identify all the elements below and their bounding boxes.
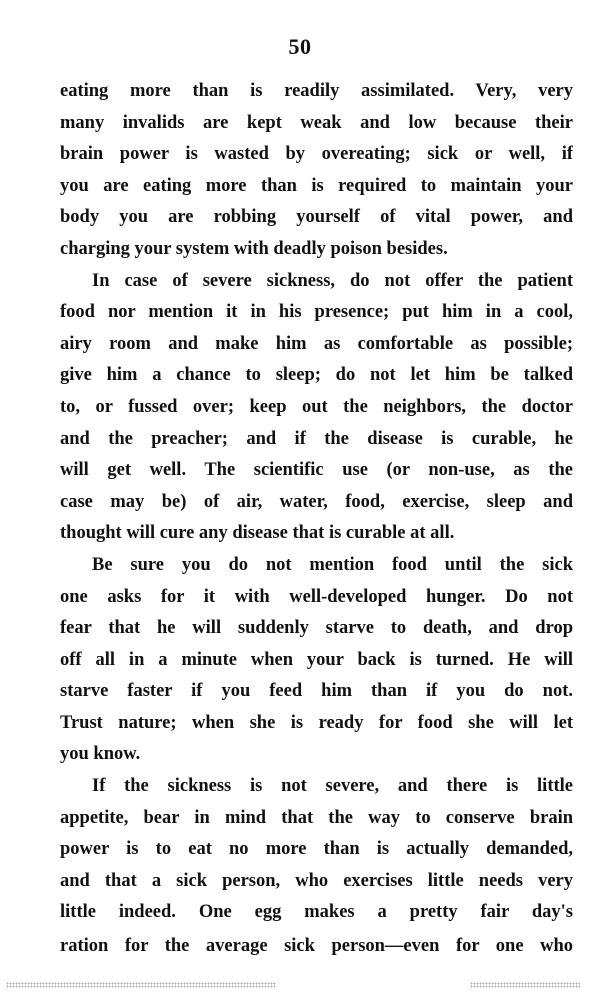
text-line: fear that he will suddenly starve to death, and drop bbox=[60, 618, 573, 639]
text-line: starve faster if you feed him than if you do not. bbox=[60, 681, 573, 702]
body-text bbox=[60, 76, 573, 955]
text-line: ration for the average sick person—even for one who bbox=[60, 936, 573, 956]
text-line: body you are robbing yourself of vital power, and bbox=[60, 207, 573, 228]
text-line: In case of severe sickness, do not offer the patient bbox=[92, 270, 573, 291]
text-line: case may be) of air, water, food, exercise, sleep and bbox=[60, 491, 573, 512]
text-line: food nor mention it in his presence; put him in a cool, bbox=[60, 302, 573, 323]
text-line: little indeed. One egg makes a pretty fair day's bbox=[60, 902, 573, 923]
text-line: power is to eat no more than is actually demanded, bbox=[60, 839, 573, 860]
page-number: 50 bbox=[288, 34, 312, 59]
text-line: charging your system with deadly poison besides. bbox=[60, 238, 448, 259]
text-line: give him a chance to sleep; do not let him be talked bbox=[60, 365, 573, 386]
scan-noise-strip bbox=[470, 982, 580, 988]
text-line: brain power is wasted by overeating; sick or well, if bbox=[60, 144, 573, 165]
text-line: to, or fussed over; keep out the neighbors, the doctor bbox=[60, 396, 573, 417]
text-line: you are eating more than is required to maintain your bbox=[60, 175, 573, 196]
text-line: Be sure you do not mention food until the sick bbox=[92, 554, 573, 575]
text-line: If the sickness is not severe, and there is little bbox=[92, 776, 573, 797]
text-line: eating more than is readily assimilated. Very, very bbox=[60, 81, 573, 101]
text-line: thought will cure any disease that is curable at all. bbox=[60, 523, 455, 544]
scan-noise-strip bbox=[6, 982, 276, 988]
text-line: and the preacher; and if the disease is curable, he bbox=[60, 428, 573, 449]
text-line: many invalids are kept weak and low because their bbox=[60, 112, 573, 133]
text-line: airy room and make him as comfortable as possible; bbox=[60, 333, 573, 354]
text-line: off all in a minute when your back is turned. He will bbox=[60, 649, 573, 670]
text-line: one asks for it with well-developed hunger. Do not bbox=[60, 586, 573, 607]
text-line: Trust nature; when she is ready for food she will let bbox=[60, 712, 573, 733]
text-line: appetite, bear in mind that the way to conserve brain bbox=[60, 807, 573, 828]
text-line: you know. bbox=[60, 744, 141, 765]
text-line: will get well. The scientific use (or non-use, as the bbox=[60, 460, 573, 481]
text-line: and that a sick person, who exercises little needs very bbox=[60, 870, 573, 891]
